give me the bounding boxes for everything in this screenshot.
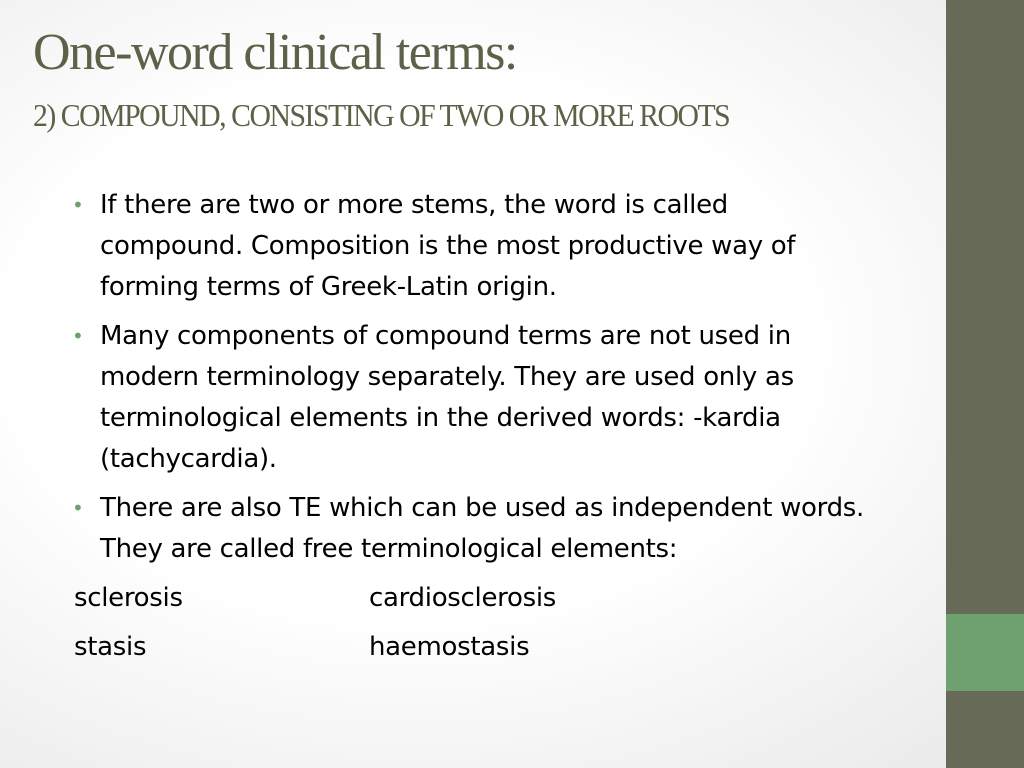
- bullet-icon: •: [72, 496, 84, 520]
- term-row: [74, 578, 774, 627]
- slide-subtitle: 2) COMPOUND, CONSISTING OF TWO OR MORE ROOTS: [33, 97, 730, 133]
- bullet-icon: •: [72, 324, 84, 348]
- term-compound: cardiosclerosis: [369, 583, 556, 613]
- term-element: sclerosis: [74, 583, 183, 613]
- sidebar-accent-block: [946, 614, 1024, 691]
- slide-title: One-word clinical terms:: [33, 24, 517, 81]
- bullet-item: [72, 488, 872, 570]
- bullet-item: [72, 316, 872, 480]
- bullet-item: [72, 185, 872, 308]
- bullet-text: There are also TE which can be used as independent words. They are called free terminological elements:: [100, 493, 865, 564]
- bullet-text: If there are two or more stems, the word is called compound. Composition is the most productive way of forming terms of Greek-Latin origin.: [100, 190, 796, 302]
- term-examples: [74, 578, 774, 676]
- bullet-text: Many components of compound terms are not used in modern terminology separately. They are used only as terminological elements in the derived words: -kardia (tachycardia).: [100, 321, 794, 474]
- sidebar-decoration: [946, 0, 1024, 768]
- term-row: [74, 627, 774, 676]
- term-element: stasis: [74, 632, 147, 662]
- bullet-list: [72, 185, 872, 578]
- bullet-icon: •: [72, 193, 84, 217]
- term-compound: haemostasis: [369, 632, 530, 662]
